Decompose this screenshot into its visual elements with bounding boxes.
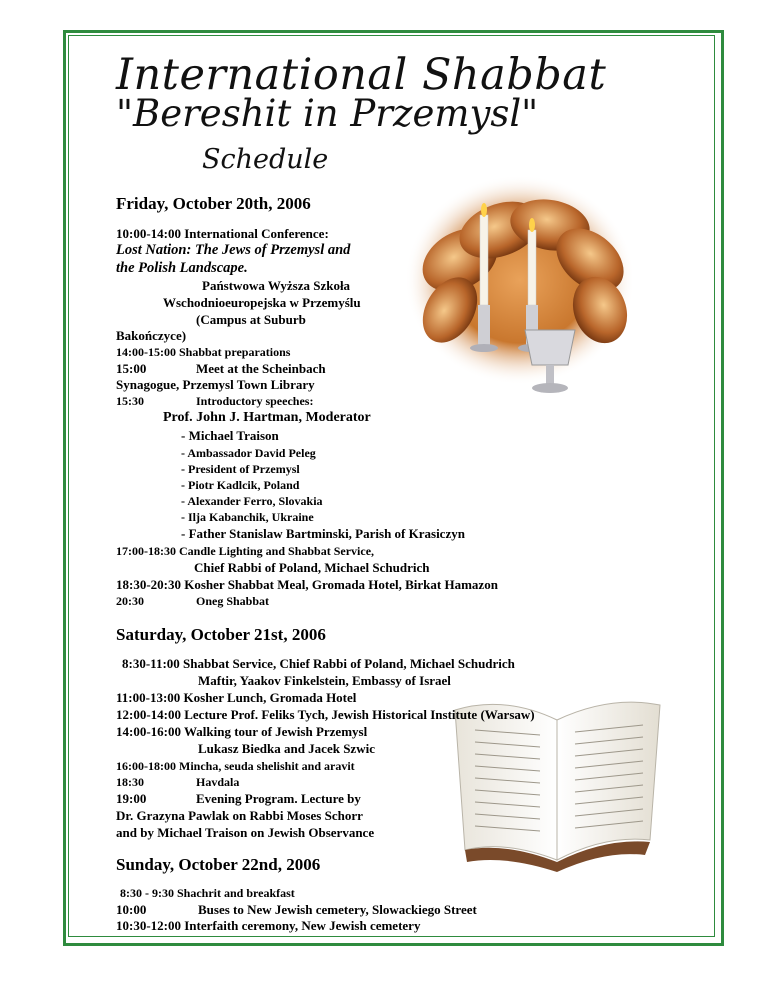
schedule-line: Lukasz Biedka and Jacek Szwic — [198, 741, 375, 756]
challah-candles-image — [400, 170, 632, 398]
schedule-line: Meet at the Scheinbach — [196, 361, 326, 376]
schedule-line: 14:00-16:00 Walking tour of Jewish Przemysl — [116, 724, 368, 739]
title-line-1: International Shabbat — [116, 50, 607, 100]
moderator-line: Prof. John J. Hartman, Moderator — [163, 410, 371, 425]
title-line-2: "Bereshit in Przemysl" — [116, 92, 539, 135]
schedule-line: 8:30 - 9:30 Shachrit and breakfast — [120, 886, 295, 900]
venue-line: Bakończyce) — [116, 328, 187, 343]
speaker-line: - Ilja Kabanchik, Ukraine — [181, 510, 314, 524]
schedule-line: and by Michael Traison on Jewish Observance — [116, 825, 375, 840]
schedule-time: 18:30 — [116, 775, 144, 789]
speaker-line: - Ambassador David Peleg — [181, 446, 316, 460]
venue-line: (Campus at Suburb — [196, 312, 306, 327]
schedule-line: Chief Rabbi of Poland, Michael Schudrich — [194, 560, 430, 575]
schedule-line: Evening Program. Lecture by — [196, 791, 361, 806]
schedule-time: 15:30 — [116, 394, 144, 408]
schedule-line: 10:30-12:00 Interfaith ceremony, New Jewish cemetery — [116, 918, 421, 933]
speaker-line: - Alexander Ferro, Slovakia — [181, 494, 323, 508]
sunday-heading: Sunday, October 22nd, 2006 — [116, 855, 321, 874]
schedule-line: 12:00-14:00 Lecture Prof. Feliks Tych, Jewish Historical Institute (Warsaw) — [116, 707, 535, 722]
schedule-time: 10:00 — [116, 902, 147, 917]
schedule-line: Havdala — [196, 775, 240, 789]
saturday-heading: Saturday, October 21st, 2006 — [116, 625, 326, 644]
schedule-line: Synagogue, Przemysl Town Library — [116, 377, 315, 392]
speaker-line: - President of Przemysl — [181, 462, 300, 476]
schedule-line: Oneg Shabbat — [196, 594, 270, 608]
schedule-line: 11:00-13:00 Kosher Lunch, Gromada Hotel — [116, 690, 357, 705]
schedule-line: Introductory speeches: — [196, 394, 314, 408]
friday-heading: Friday, October 20th, 2006 — [116, 194, 311, 213]
schedule-line: Maftir, Yaakov Finkelstein, Embassy of Israel — [198, 673, 451, 688]
schedule-line: Buses to New Jewish cemetery, Slowackiego Street — [198, 902, 477, 917]
title-line-3: Schedule — [202, 144, 329, 175]
schedule-line: 17:00-18:30 Candle Lighting and Shabbat Service, — [116, 544, 375, 558]
schedule-line: 16:00-18:00 Mincha, seuda shelishit and aravit — [116, 759, 355, 773]
venue-line: Wschodnioeuropejska w Przemyślu — [163, 295, 361, 310]
conference-title: Lost Nation: The Jews of Przemysl and — [116, 242, 351, 258]
speaker-line: - Michael Traison — [181, 428, 279, 443]
venue-line: Państwowa Wyższa Szkoła — [202, 278, 351, 293]
schedule-line: 14:00-15:00 Shabbat preparations — [116, 345, 291, 359]
schedule-line: Dr. Grazyna Pawlak on Rabbi Moses Schorr — [116, 808, 363, 823]
schedule-line: 18:30-20:30 Kosher Shabbat Meal, Gromada Hotel, Birkat Hamazon — [116, 577, 498, 592]
speaker-line: - Father Stanislaw Bartminski, Parish of Krasiczyn — [181, 526, 465, 541]
speaker-line: - Piotr Kadlcik, Poland — [181, 478, 300, 492]
schedule-time: 19:00 — [116, 791, 147, 806]
schedule-time: 20:30 — [116, 594, 144, 608]
schedule-time: 15:00 — [116, 361, 147, 376]
conference-title-cont: the Polish Landscape. — [116, 260, 248, 276]
schedule-line: 10:00-14:00 International Conference: — [116, 226, 329, 241]
schedule-line: 8:30-11:00 Shabbat Service, Chief Rabbi of Poland, Michael Schudrich — [122, 656, 515, 671]
